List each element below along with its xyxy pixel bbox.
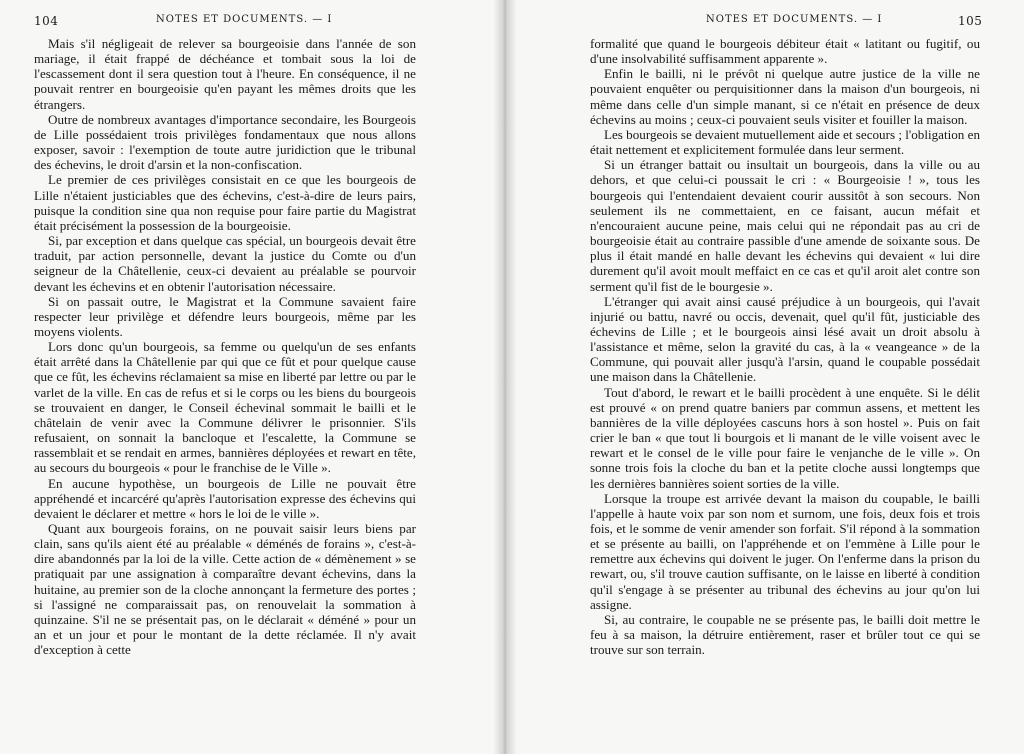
paragraph: Lorsque la troupe est arrivée devant la maison du coupable, le bailli l'appelle à haute voix par son nom et surnom, une fois, deux fois et trois fois, et le somme de venir amender son forfait. S'il répond à la sommation et se présente au bailli, on l'appréhende et on l'emmène à Lille pour le remettre aux échevins qui doivent le juger. On l'enferme dans la prison du rewart, ou, s'il trouve caution suffisante, on le laisse en liberté à condition qu'il s'engage à se présenter au tribunal des échevins au jour qu'on lui assigne. (590, 490, 980, 612)
paragraph: Si, au contraire, le coupable ne se présente pas, le bailli doit mettre le feu à sa maison, la détruire entièrement, raser et brûler tout ce qui se trouve sur son terrain. (590, 611, 980, 658)
running-head: NOTES ET DOCUMENTS. — I (156, 14, 333, 25)
paragraph: Le premier de ces privilèges consistait en ce que les bourgeois de Lille n'étaient justiciables que des échevins, c'est-à-dire de leurs pairs, puisque la condition sine qua non requise pour faire partie du Magistrat était précisément la possession de la bourgeoisie. (34, 172, 416, 233)
page-number: 105 (958, 14, 983, 28)
left-page-body (34, 36, 416, 657)
right-page-body (590, 36, 980, 657)
paragraph: En aucune hypothèse, un bourgeois de Lille ne pouvait être appréhendé et incarcéré qu'après l'autorisation expresse des échevins qui devaient le déclarer et mettre « hors le loi de le ville ». (34, 475, 416, 521)
paragraph: Si, par exception et dans quelque cas spécial, un bourgeois devait être traduit, par action personnelle, devant la justice du Comte ou d'un seigneur de la Châtellenie, ceux-ci devaient au préalable se pourvoir devant les échevins et en obtenir l'autorisation nécessaire. (34, 233, 416, 294)
paragraph: Mais s'il négligeait de relever sa bourgeoisie dans l'année de son mariage, il était frappé de déchéance et tombait sous la loi de l'escassement dont il sera question tout à l'heure. En conséquence, il ne pouvait rentrer en bourgeoisie qu'en payant les mêmes droits que les étrangers. (34, 36, 416, 112)
page-number: 104 (34, 14, 59, 28)
paragraph: Quant aux bourgeois forains, on ne pouvait saisir leurs biens par clain, sans qu'ils aient été au préalable « déménés de forains », c'est-à-dire abandonnés par la loi de la ville. Cette action de « démènement » se pratiquait par une assignation à comparaître devant échevins, dans la huitaine, au premier son de la cloche annonçant la fermeture des portes ; si l'assigné ne comparaissait pas, on renouvelait la sommation à quinzaine. S'il ne se présentait pas, on le déclarait « déméné » pour un an et un jour et pour le montant de la dette réclamée. Il n'y avait d'exception à cette (34, 521, 416, 658)
paragraph: Si on passait outre, le Magistrat et la Commune savaient faire respecter leur privilège et défendre leurs bourgeois, même par les moyens violents. (34, 293, 416, 339)
paragraph: Tout d'abord, le rewart et le bailli procèdent à une enquête. Si le délit est prouvé « on prend quatre baniers par commun assens, et mettent les bannières de la ville déployées cascuns hors à son hostel ». Puis on fait crier le ban « que tout li bourgois et li manant de le ville voisent avec le rewart et le consel de le ville pour faire le venjanche de le ville ». On sonne trois fois la cloche du ban et la petite cloche aussi longtemps que les dernières bannières soient sorties de la ville. (590, 384, 980, 491)
left-page (0, 0, 506, 754)
paragraph: Si un étranger battait ou insultait un bourgeois, dans la ville ou au dehors, et que celui-ci poussait le cri : « Bourgeoisie ! », tous les bourgeois qui l'entendaient devaient courir aussitôt à son secours. Non seulement ils ne commettaient, en ce faisant, aucun méfait et n'encouraient aucune peine, mais celui qui ne répondait pas au cri de bourgeoisie était au contraire passible d'une amende de soixante sous. De plus il était mandé en halle devant les échevins qui devaient « lui dire durement qu'il avoit moult meffaict en ce cas et qu'il aroit alet contre son serment qu'il fist de le bourgesie ». (590, 157, 980, 294)
running-head: NOTES ET DOCUMENTS. — I (706, 14, 883, 25)
paragraph: Lors donc qu'un bourgeois, sa femme ou quelqu'un de ses enfants était arrêté dans la Châtellenie par qui que ce fût et pour quelque cause que ce fût, les échevins réclamaient sa mise en liberté par lettre ou par le varlet de la ville. En cas de refus et si le corps ou les biens du bourgeois se trouvaient en danger, le Conseil échevinal sommait le bailli et le châtelain de venir avec la Commune délivrer le prisonnier. S'ils refusaient, on sonnait la bancloque et l'escalette, la Commune se rassemblait et se rendait en armes, bannières déployées et rewart en tête, au secours du bourgeois « pour le franchise de le Ville ». (34, 339, 416, 476)
right-page (506, 0, 1024, 754)
paragraph: formalité que quand le bourgeois débiteur était « latitant ou fugitif, ou d'une insolvabilité suffisamment apparente ». (590, 36, 980, 67)
paragraph: Les bourgeois se devaient mutuellement aide et secours ; l'obligation en était nettement et explicitement formulée dans leur serment. (590, 126, 980, 158)
paragraph: Outre de nombreux avantages d'importance secondaire, les Bourgeois de Lille possédaient trois privilèges fondamentaux que nous allons exposer, savoir : l'exemption de toute autre juridiction que le tribunal des échevins, le droit d'arsin et la non-confiscation. (34, 111, 416, 173)
paragraph: L'étranger qui avait ainsi causé préjudice à un bourgeois, qui l'avait injurié ou battu, navré ou occis, devenait, quel qu'il fût, justiciable des échevins de Lille ; et le bourgeois ainsi lésé avait un droit absolu à l'assistance et même, selon la gravité du cas, à la « veangeance » de la Commune, qui pouvait aller jusqu'à l'arsin, quand le coupable possédait une maison dans la Châtellenie. (590, 293, 980, 385)
book-gutter (494, 0, 516, 754)
paragraph: Enfin le bailli, ni le prévôt ni quelque autre justice de la ville ne pouvaient enquêter ou perquisitionner dans la maison d'un bourgeois, ni même dans celle d'un simple manant, si ce n'était en présence de deux échevins au moins ; ceux-ci pouvaient seuls visiter et fouiller la maison. (590, 66, 980, 127)
